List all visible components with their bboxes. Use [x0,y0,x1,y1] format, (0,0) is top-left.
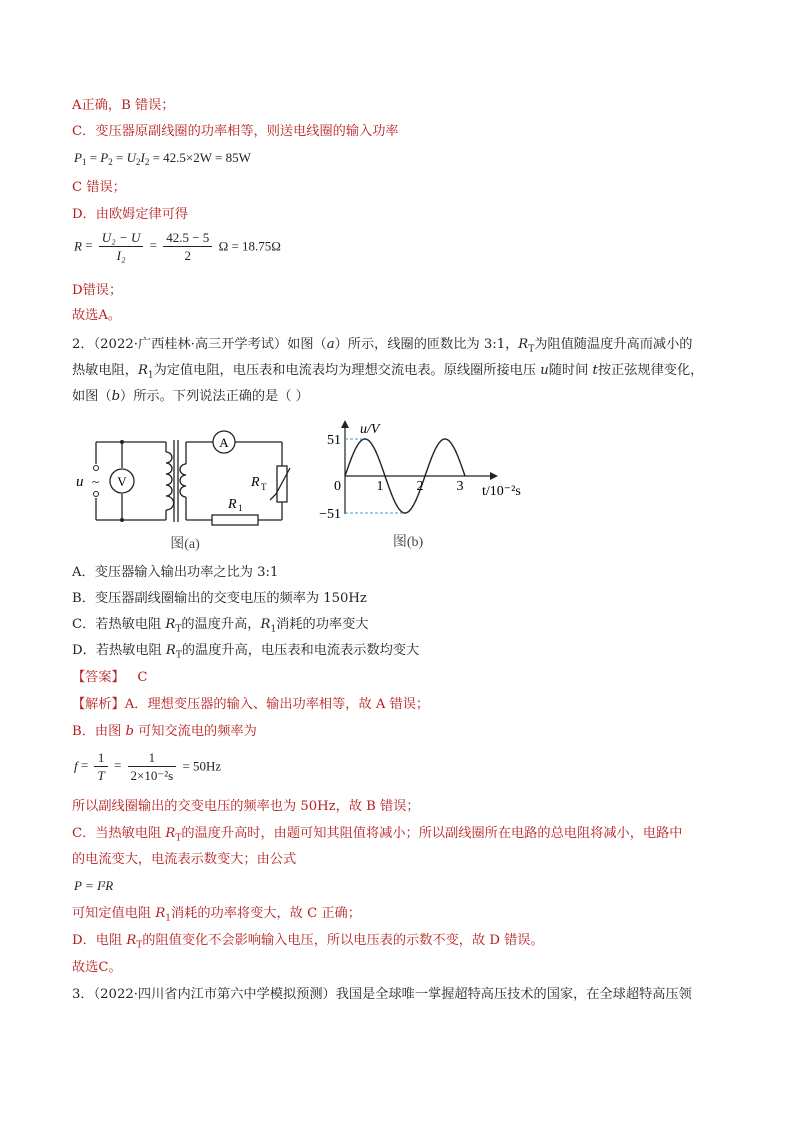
final-answer-line: 故选C。 [72,960,122,975]
question-2-line-3: 如图（b）所示。下列说法正确的是（ ） [72,389,309,404]
analysis-line-c2: 的电流变大，电流表示数变大；由公式 [72,852,297,867]
y-axis-arrow [341,420,349,428]
analysis-line-a: 【解析】A．理想变压器的输入、输出功率相等，故 A 错误； [72,697,430,712]
u-source-label: u [76,474,84,490]
solution-line-1: A正确，B 错误； [72,98,175,113]
answer-line: 【答案】 C [72,670,148,685]
r1-sub-label: 1 [238,503,243,513]
power-formula: P = I²R [74,878,114,893]
figure-a-caption: 图(a) [170,537,200,552]
question-2-line-2: 热敏电阻，$R_1$为定值电阻，电压表和电流表均为理想交流电表。原线圈所接电压 u随时间 t按正弦规律变化， [72,363,704,381]
resistance-equation: R = $\frac{\text{U₂ − U}}{\text{I₂}}$ = $\frac{42.5 - 5}{2}$ Ω = 18.75Ω [74,230,281,263]
option-b: B．变压器副线圈输出的交变电压的频率为 150Hz [72,591,367,606]
power-equation: $P_1 = P_2 = U_2I_2 = 42.5\times 2W = 85W$ [74,150,251,167]
analysis-line-c1: C．当热敏电阻 $R_T$的温度升高时，由题可知其阻值将减小；所以副线圈所在电路的总电阻将减小，电路中 [72,826,683,844]
sine-chart-figure-b [310,418,550,560]
option-a: A．变压器输入输出功率之比为 3:1 [72,565,279,580]
solution-line-6: 故选A。 [72,308,122,323]
x-axis-label: t/10⁻²s [482,484,521,499]
analysis-line-b: B．由图 b 可知交流电的频率为 [72,724,257,739]
tilde-symbol: ~ [92,474,100,489]
x-tick-label: 3 [456,479,464,494]
y-tick-label: 51 [327,433,341,448]
frequency-equation: f = $\frac{1}{T}$ = $\frac{1}{\text{2×10⁻²s}}$ = 50Hz [74,750,222,783]
x-axis-arrow [490,472,498,480]
y-tick-label: −51 [319,507,341,522]
r1-label: R [228,497,237,512]
solution-line-2: C．变压器原副线圈的功率相等，则送电线圈的输入功率 [72,124,399,139]
ammeter-label: A [219,435,229,450]
question-3-line-1: 3．（2022·四川省内江市第六中学模拟预测）我国是全球唯一掌握超特高压技术的国家，在全球超特高压领 [72,987,692,1002]
analysis-line-d: D．电阻 $R_T$的阻值变化不会影响输入电压，所以电压表的示数不变，故 D 错误。 [72,933,544,951]
y-tick-label: 0 [334,479,341,494]
rt-label: R [251,475,260,490]
solution-line-4: D．由欧姆定律可得 [72,207,189,222]
rt-sub-label: T [261,482,267,492]
solution-line-3: C 错误； [72,180,126,195]
analysis-line-c3: 可知定值电阻 $R_1$消耗的功率将变大，故 C 正确； [72,906,361,924]
y-axis-label: u/V [360,422,380,437]
voltmeter-label: V [117,474,127,489]
solution-line-5: D错误； [72,283,123,298]
x-tick-label: 2 [416,479,424,494]
analysis-line-b2: 所以副线圈输出的交变电压的频率也为 50Hz，故 B 错误； [72,799,420,814]
x-tick-label: 1 [376,479,384,494]
question-2-line-1: 2．（2022·广西桂林·高三开学考试）如图（a）所示，线圈的匝数比为 3:1，$R_T$为阻值随温度升高而减小的 [72,337,693,355]
option-c: C．若热敏电阻 $R_T$的温度升高，$R_1$消耗的功率变大 [72,617,369,635]
figure-b-caption: 图(b) [392,535,424,550]
circuit-figure-a [70,420,300,560]
option-d: D．若热敏电阻 $R_T$的温度升高，电压表和电流表示数均变大 [72,643,420,661]
